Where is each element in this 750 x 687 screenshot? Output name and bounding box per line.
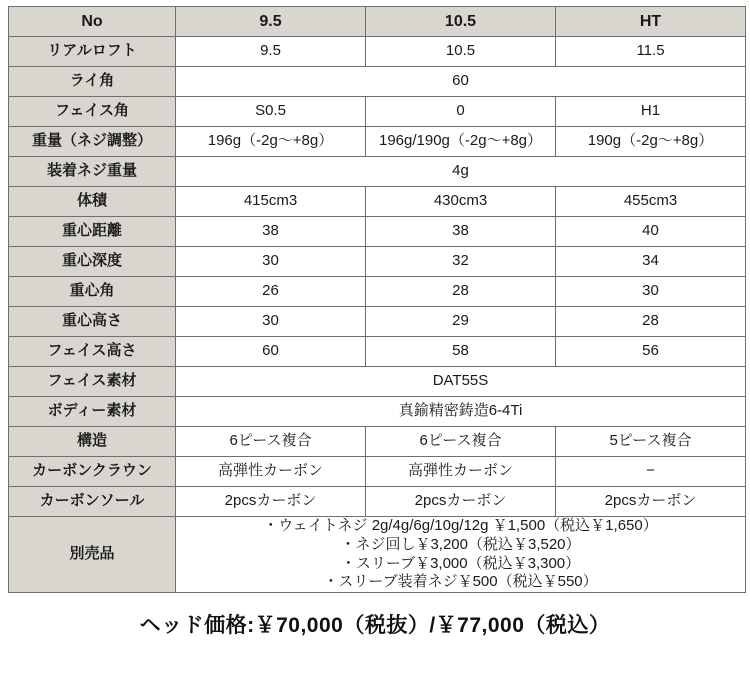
row-value: − [556, 457, 746, 487]
row-value: 56 [556, 337, 746, 367]
row-value: 2pcsカーボン [556, 487, 746, 517]
row-value: 9.5 [176, 37, 366, 67]
row-value: 430cm3 [366, 187, 556, 217]
row-value: 28 [366, 277, 556, 307]
option-line: ・スリーブ装着ネジ￥500（税込￥550） [323, 573, 598, 591]
table-row [9, 397, 746, 427]
row-value: 34 [556, 247, 746, 277]
row-value: 28 [556, 307, 746, 337]
row-label-options: 別売品 [9, 517, 176, 593]
table-header [9, 7, 746, 37]
table-header-row [9, 7, 746, 37]
column-header-ht: HT [556, 7, 746, 37]
row-value: 6ピース複合 [366, 427, 556, 457]
row-value: S0.5 [176, 97, 366, 127]
row-label: 重心深度 [9, 247, 176, 277]
row-value: 4g [176, 157, 746, 187]
row-value: 高弾性カーボン [176, 457, 366, 487]
row-label: 構造 [9, 427, 176, 457]
specification-table [8, 6, 746, 593]
table-row [9, 337, 746, 367]
row-label: ライ角 [9, 67, 176, 97]
row-value: 38 [176, 217, 366, 247]
row-value: 真鍮精密鋳造6-4Ti [176, 397, 746, 427]
row-label: 装着ネジ重量 [9, 157, 176, 187]
table-row [9, 367, 746, 397]
table-row-options [9, 517, 746, 593]
table-row [9, 247, 746, 277]
row-value: 高弾性カーボン [366, 457, 556, 487]
head-price-note: ヘッド価格:￥70,000（税抜）/￥77,000（税込） [139, 614, 611, 637]
row-value: 190g（-2g〜+8g） [556, 127, 746, 157]
row-value: 5ピース複合 [556, 427, 746, 457]
row-label: フェイス素材 [9, 367, 176, 397]
row-label: 重心高さ [9, 307, 176, 337]
table-row [9, 127, 746, 157]
table-row [9, 97, 746, 127]
table-row [9, 487, 746, 517]
table-row [9, 187, 746, 217]
row-value: 30 [556, 277, 746, 307]
row-value: 26 [176, 277, 366, 307]
row-value: 6ピース複合 [176, 427, 366, 457]
row-value: 455cm3 [556, 187, 746, 217]
row-value: 60 [176, 337, 366, 367]
row-label: カーボンソール [9, 487, 176, 517]
row-value: 11.5 [556, 37, 746, 67]
row-label: 重心角 [9, 277, 176, 307]
table-row [9, 457, 746, 487]
column-header-105: 10.5 [366, 7, 556, 37]
row-value: 10.5 [366, 37, 556, 67]
row-label: フェイス高さ [9, 337, 176, 367]
table-body [9, 37, 746, 593]
row-value: 196g（-2g〜+8g） [176, 127, 366, 157]
options-cell [176, 517, 746, 593]
table-row [9, 217, 746, 247]
row-label: 重心距離 [9, 217, 176, 247]
row-label: リアルロフト [9, 37, 176, 67]
table-row [9, 157, 746, 187]
row-value: 415cm3 [176, 187, 366, 217]
row-value: H1 [556, 97, 746, 127]
row-label: カーボンクラウン [9, 457, 176, 487]
row-label: ボディー素材 [9, 397, 176, 427]
row-label: 体積 [9, 187, 176, 217]
table-row [9, 307, 746, 337]
row-value: 2pcsカーボン [176, 487, 366, 517]
row-value: 2pcsカーボン [366, 487, 556, 517]
row-value: 32 [366, 247, 556, 277]
row-value: 40 [556, 217, 746, 247]
option-line: ・スリーブ￥3,000（税込￥3,300） [340, 554, 581, 572]
column-header-95: 9.5 [176, 7, 366, 37]
row-value: 196g/190g（-2g〜+8g） [366, 127, 556, 157]
table-row [9, 277, 746, 307]
row-value: 38 [366, 217, 556, 247]
option-line: ・ウェイトネジ 2g/4g/6g/10g/12g ￥1,500（税込￥1,650） [263, 517, 658, 534]
row-value: DAT55S [176, 367, 746, 397]
table-row [9, 37, 746, 67]
row-value: 58 [366, 337, 556, 367]
row-value: 30 [176, 307, 366, 337]
row-value: 60 [176, 67, 746, 97]
column-header-no: No [9, 7, 176, 37]
table-row [9, 67, 746, 97]
row-label: フェイス角 [9, 97, 176, 127]
row-value: 30 [176, 247, 366, 277]
table-row [9, 427, 746, 457]
option-line: ・ネジ回し￥3,200（税込￥3,520） [340, 535, 581, 553]
row-value: 29 [366, 307, 556, 337]
row-label: 重量（ネジ調整） [9, 127, 176, 157]
row-value: 0 [366, 97, 556, 127]
